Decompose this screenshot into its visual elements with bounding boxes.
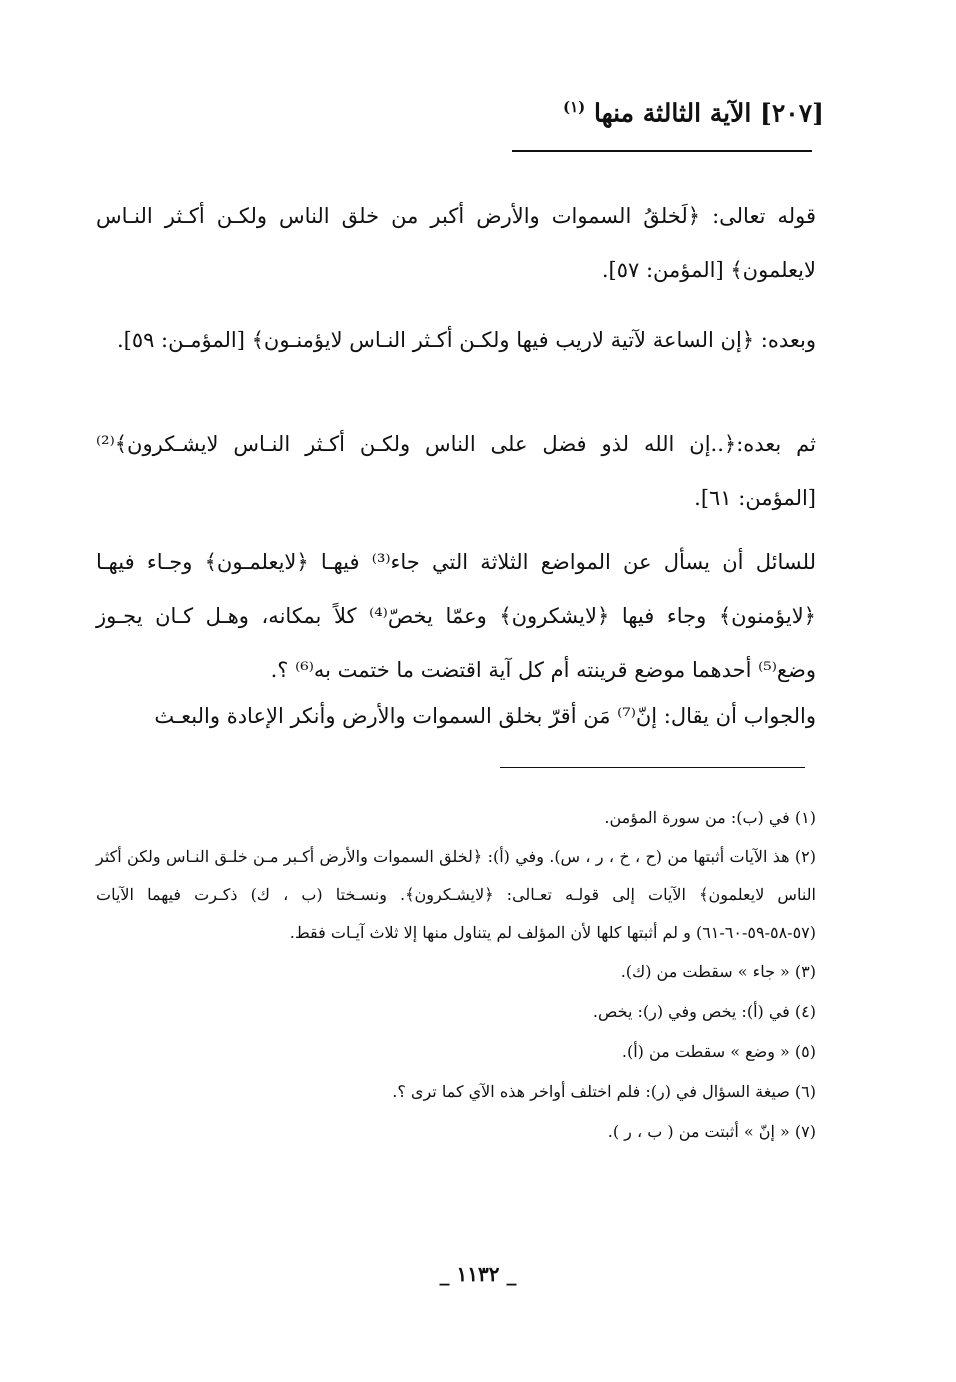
footnote-4: (٤) في (أ): يخص وفي (ر): يخص.: [592, 1002, 816, 1021]
page-number: _ ١١٣٢ _: [439, 1262, 517, 1286]
heading-footnote-marker: (١): [562, 98, 586, 116]
footnote-7: (٧) « إنّ » أثبتت من ( ب ، ر ).: [607, 1122, 816, 1141]
heading-underline: [512, 150, 812, 152]
footnote-separator: [500, 767, 805, 768]
footnote-6: (٦) صيغة السؤال في (ر): فلم اختلف أواخر هذه الآي كما ترى ؟.: [392, 1082, 816, 1101]
verse-paragraph-1: قوله تعالى: ﴿لَخلقُ السموات والأرض أكبر من خلق الناس ولكـن أكـثر النـاس لايعلمون﴾ [المؤمن: ٥٧].: [96, 204, 816, 282]
footnote-2: (٢) هذ الآيات أثبتها من (ح ، خ ، ر ، س). وفي (أ): ﴿لخلق السموات والأرض أكـبر مـن خلـق النـاس ولكن أكثر الناس لايعلمون﴾ الآيات إلى قولـه تعـالى: ﴿لايشـكرون﴾. ونسـختا (ب ، ك) ذكـرت فيهما الآيات (٥٧-٥٨-٥٩-٦٠-٦١) و لم أثبتها كلها لأن المؤلف لم يتناول منها إلا ثلاث آيـات فقط.: [96, 847, 816, 942]
answer-paragraph: والجواب أن يقال: إنّ⁽⁷⁾ مَن أقرّ بخلق السموات والأرض وأنكر الإعادة والبعـث: [154, 704, 816, 728]
section-heading-text: [٢٠٧] الآية الثالثة منها: [593, 98, 824, 128]
footnote-1: (١) في (ب): من سورة المؤمن.: [604, 808, 816, 827]
section-heading: [563, 98, 824, 127]
verse-paragraph-2: وبعده: ﴿إن الساعة لآتية لاريب فيها ولكـن أكـثر النـاس لايؤمنـون﴾ [المؤمـن: ٥٩].: [116, 328, 816, 352]
footnotes-section: [96, 798, 816, 1152]
question-paragraph: للسائل أن يسأل عن المواضع الثلاثة التي جاء⁽³⁾ فيهـا ﴿لايعلمـون﴾ وجـاء فيهـا ﴿لايؤمنون﴾ وجاء فيها ﴿لايشكرون﴾ وعمّا يخصّ⁽⁴⁾ كلاً بمكانه، وهـل كـان يجـوز وضع⁽⁵⁾ أحدهما موضع قرينته أم كل آية اقتضت ما ختمت به⁽⁶⁾ ؟.: [96, 550, 816, 682]
footnote-3: (٣) « جاء » سقطت من (ك).: [620, 962, 816, 981]
verse-paragraph-3: ثم بعده:﴿..إن الله لذو فضل على الناس ولكـن أكـثر النـاس لايشـكرون﴾⁽²⁾ [المؤمن: ٦١].: [96, 432, 816, 510]
footnote-5: (٥) « وضع » سقطت من (أ).: [621, 1042, 816, 1061]
